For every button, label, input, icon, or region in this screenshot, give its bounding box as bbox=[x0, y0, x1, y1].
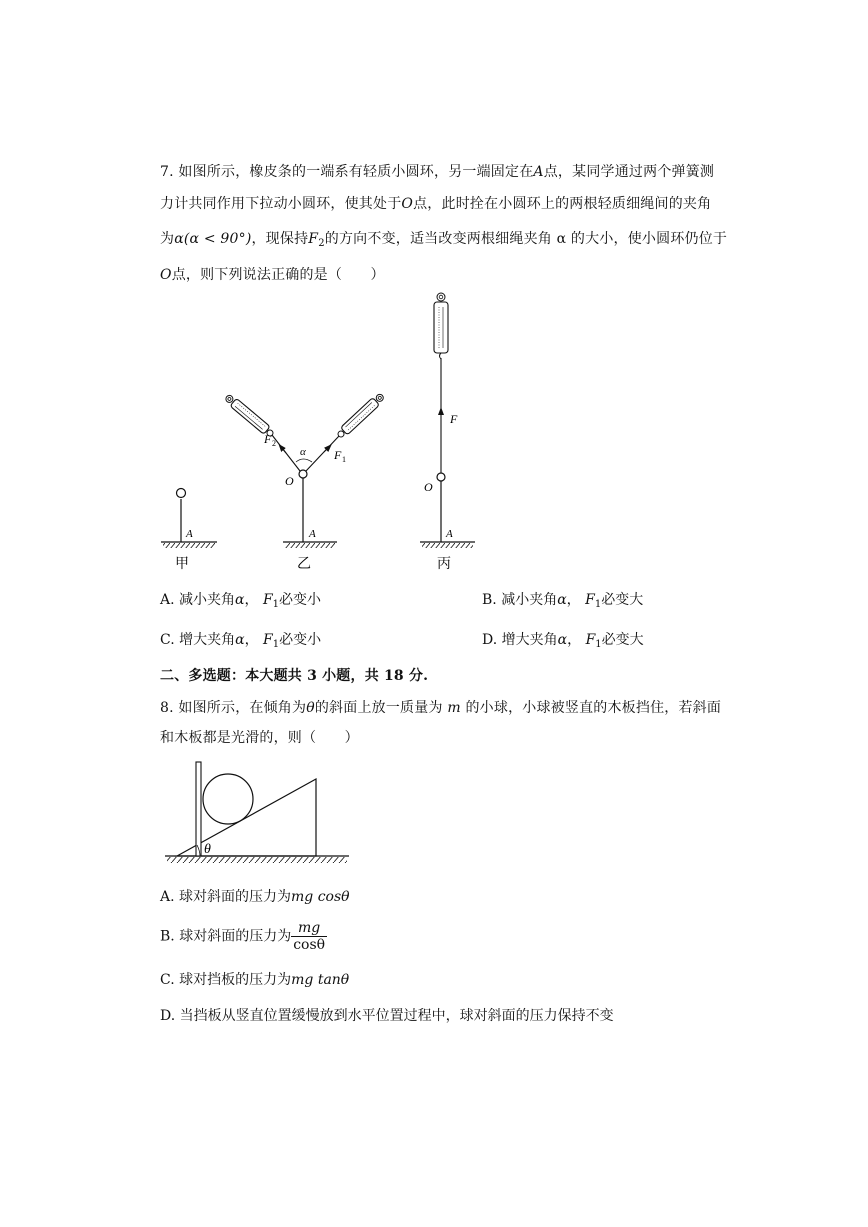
figure-yi bbox=[224, 392, 386, 572]
q7-option-b-tail: 必变大 bbox=[601, 592, 644, 608]
q8-option-b-num: mg bbox=[291, 920, 327, 937]
q7-option-a-tail: 必变小 bbox=[279, 592, 322, 608]
q7-option-b-alpha: α bbox=[557, 592, 567, 608]
q7-line-3 bbox=[160, 228, 727, 249]
q8-figure bbox=[160, 757, 360, 867]
q8-line-1-head: 8. 如图所示，在倾角为 bbox=[160, 700, 307, 716]
figure-bing bbox=[420, 293, 475, 572]
q7-option-c-sub: 1 bbox=[272, 639, 280, 650]
q7-line-2-text: 力计共同作用下拉动小圆环，使其处于 bbox=[160, 196, 402, 212]
q8-option-d-text: D. 当挡板从竖直位置缓慢放到水平位置过程中，球对斜面的压力保持不变 bbox=[160, 1008, 614, 1024]
q7-option-d-mid: ， bbox=[567, 632, 582, 648]
q7-option-b-prefix: B. 减小夹角 bbox=[482, 592, 558, 608]
q7-option-c-alpha: α bbox=[235, 632, 245, 648]
q7-line-4 bbox=[160, 264, 385, 284]
q7-line-3-mid: ，现保持 bbox=[251, 231, 309, 247]
label-f: F bbox=[450, 412, 458, 426]
q7-option-b-mid: ， bbox=[566, 592, 581, 608]
q8-option-b-den: cosθ bbox=[293, 937, 326, 953]
ball bbox=[203, 774, 253, 824]
q7-option-c[interactable] bbox=[160, 629, 321, 650]
q7-angle-condition: α(α < 90°) bbox=[174, 231, 252, 247]
q8-line-1-mid: 的斜面上放一质量为 bbox=[314, 700, 443, 716]
ring-icon bbox=[177, 489, 186, 498]
label-f2: F bbox=[264, 432, 272, 446]
q7-option-a-mid: ， bbox=[244, 592, 259, 608]
q7-line-1-text: 7. 如图所示，橡皮条的一端系有轻质小圆环，另一端固定在 bbox=[160, 164, 534, 180]
q7-line-2 bbox=[160, 193, 711, 213]
q7-option-c-tail: 必变小 bbox=[279, 632, 322, 648]
ground-hatch bbox=[167, 857, 347, 863]
q7-option-c-prefix: C. 增大夹角 bbox=[160, 632, 236, 648]
q8-option-c-math: mg tanθ bbox=[291, 972, 350, 988]
label-o-bing: O bbox=[424, 480, 433, 494]
q8-option-b-fraction bbox=[291, 920, 327, 953]
q7-line-3-head: 为 bbox=[160, 231, 175, 247]
q7-option-a-f: F bbox=[262, 592, 273, 608]
q7-option-c-mid: ， bbox=[244, 632, 259, 648]
label-f1: F bbox=[334, 448, 342, 462]
label-yi: 乙 bbox=[297, 557, 311, 572]
q7-option-c-f: F bbox=[263, 632, 273, 648]
q7-option-a-sub: 1 bbox=[272, 599, 280, 610]
label-theta: θ bbox=[204, 842, 211, 857]
q8-option-a-text: A. 球对斜面的压力为 bbox=[160, 889, 292, 905]
figure-jia bbox=[161, 489, 217, 573]
board bbox=[196, 762, 201, 856]
q7-point-a: A bbox=[533, 164, 544, 180]
label-bing: 丙 bbox=[437, 557, 451, 572]
label-f2-sub: 2 bbox=[272, 439, 276, 448]
q7-option-d-alpha: α bbox=[557, 632, 568, 648]
q8-option-c[interactable] bbox=[160, 969, 349, 989]
q7-option-d-tail: 必变大 bbox=[601, 632, 644, 648]
q7-force-f2-sub: 2 bbox=[318, 238, 325, 249]
label-jia: 甲 bbox=[175, 557, 189, 572]
q8-option-d[interactable] bbox=[160, 1005, 614, 1025]
q7-line-4-tail: 点，则下列说法正确的是（ ） bbox=[171, 267, 385, 283]
q7-figure bbox=[0, 285, 868, 585]
q7-point-o-2: O bbox=[160, 267, 172, 283]
q8-line-2: 和木板都是光滑的，则（ ） bbox=[160, 730, 359, 746]
q8-option-b-text: B. 球对斜面的压力为 bbox=[160, 928, 292, 945]
q8-option-a-math: mg cosθ bbox=[291, 889, 350, 905]
q7-option-d-f: F bbox=[585, 632, 596, 648]
label-a-jia: A bbox=[186, 528, 193, 540]
q7-point-o: O bbox=[401, 196, 414, 212]
q7-option-b-sub: 1 bbox=[594, 599, 602, 610]
q8-theta: θ bbox=[306, 700, 315, 716]
q7-force-f2: F bbox=[308, 231, 319, 247]
q7-line-1 bbox=[160, 161, 714, 181]
q7-option-a-alpha: α bbox=[235, 592, 245, 608]
q8-option-c-text: C. 球对挡板的压力为 bbox=[160, 972, 292, 988]
q7-option-b[interactable] bbox=[482, 589, 643, 610]
q8-option-a[interactable] bbox=[160, 886, 350, 906]
q7-option-a[interactable] bbox=[160, 589, 321, 610]
q7-option-d[interactable] bbox=[482, 629, 644, 650]
q7-option-d-prefix: D. 增大夹角 bbox=[482, 632, 558, 648]
q8-mass: m bbox=[447, 700, 461, 716]
ring-icon bbox=[437, 473, 445, 481]
label-a-bing: A bbox=[446, 528, 453, 540]
ring-icon bbox=[299, 470, 307, 478]
spring-scale-right-icon bbox=[335, 392, 385, 440]
label-f1-sub: 1 bbox=[342, 455, 346, 464]
q8-line-1-tail: 的小球，小球被竖直的木板挡住，若斜面 bbox=[465, 700, 722, 716]
spring-scale-vertical-icon bbox=[434, 293, 448, 359]
label-a-yi: A bbox=[309, 528, 316, 540]
q7-line-3-tail: 的方向不变，适当改变两根细绳夹角 α 的大小，使小圆环仍位于 bbox=[324, 231, 728, 247]
q7-line-1-tail: 点，某同学通过两个弹簧测 bbox=[543, 164, 715, 180]
label-o-yi: O bbox=[285, 474, 294, 488]
section-2-heading: 二、多选题：本大题共 3 小题，共 18 分. bbox=[160, 668, 429, 684]
q7-option-a-prefix: A. 减小夹角 bbox=[160, 592, 236, 608]
q7-option-b-f: F bbox=[585, 592, 595, 608]
q8-option-b[interactable] bbox=[160, 920, 327, 953]
label-alpha: α bbox=[300, 446, 306, 458]
q7-line-2-tail: 点，此时拴在小圆环上的两根轻质细绳间的夹角 bbox=[413, 196, 712, 212]
q8-line-1 bbox=[160, 697, 721, 717]
q7-option-d-sub: 1 bbox=[595, 639, 602, 650]
